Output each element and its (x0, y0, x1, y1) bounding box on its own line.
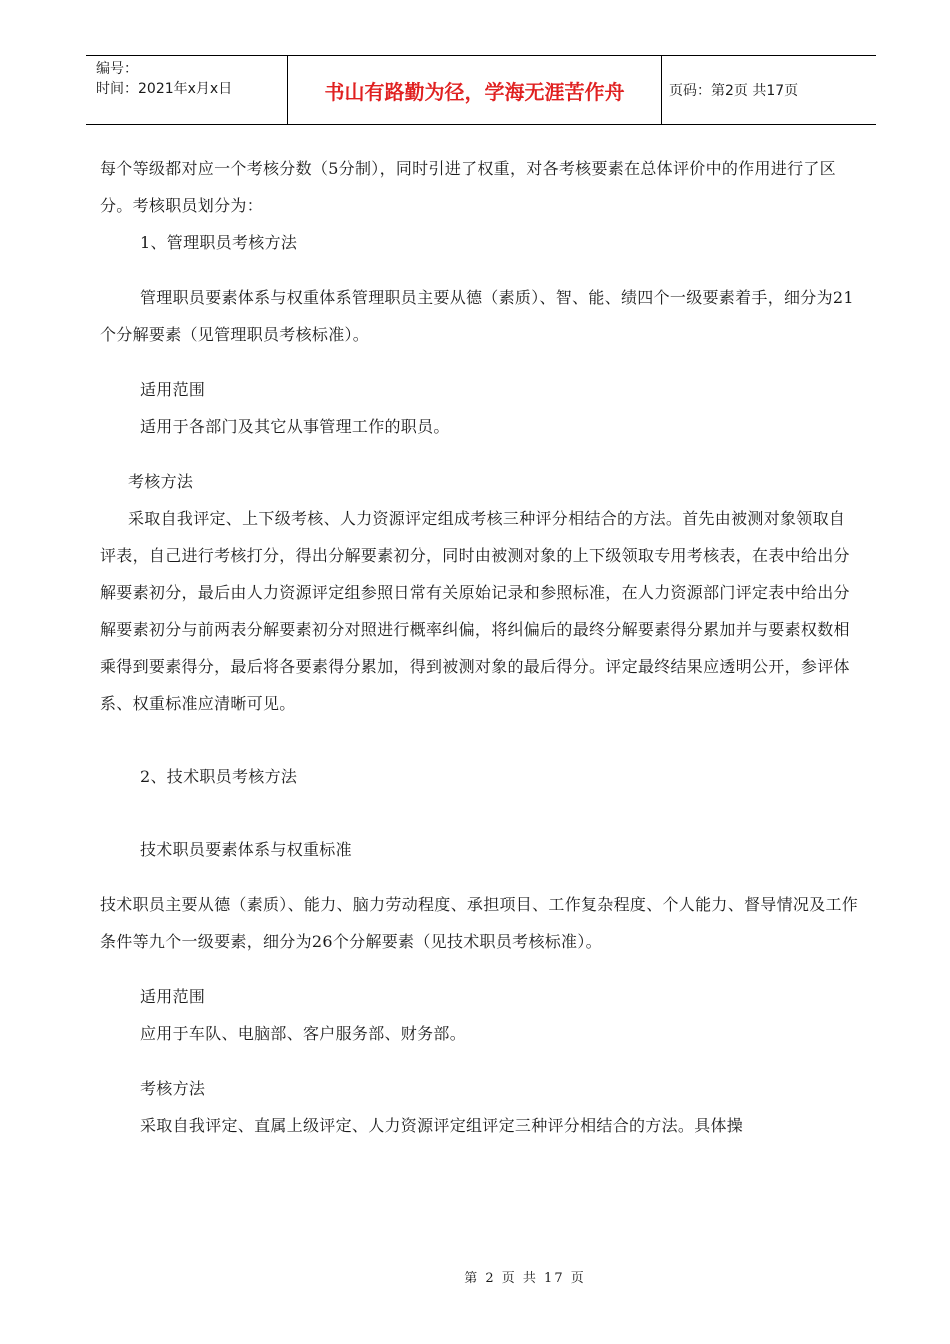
paragraph: 每个等级都对应一个考核分数（5分制），同时引进了权重，对各考核要素在总体评价中的作用进行了区分。考核职员划分为： (100, 159, 836, 215)
subheading-method: 考核方法 (140, 1079, 206, 1098)
paragraph: 采取自我评定、直属上级评定、人力资源评定组评定三种评分相结合的方法。具体操 (140, 1116, 744, 1135)
section-heading-management: 1、管理职员考核方法 (140, 233, 298, 252)
subheading-scope: 适用范围 (140, 380, 206, 399)
subheading-method: 考核方法 (128, 472, 194, 491)
document-body (100, 150, 860, 1144)
header-meta (96, 59, 232, 99)
paragraph: 管理职员要素体系与权重体系管理职员主要从德（素质）、智、能、绩四个一级要素着手，细分为21个分解要素（见管理职员考核标准）。 (100, 288, 854, 344)
subheading-standard: 技术职员要素体系与权重标准 (140, 840, 352, 859)
paragraph: 应用于车队、电脑部、客户服务部、财务部。 (140, 1024, 467, 1043)
section-heading-technical: 2、技术职员考核方法 (140, 767, 298, 786)
document-header (86, 55, 876, 125)
paragraph: 适用于各部门及其它从事管理工作的职员。 (140, 417, 450, 436)
paragraph: 技术职员主要从德（素质）、能力、脑力劳动程度、承担项目、工作复杂程度、个人能力、督导情况及工作条件等九个一级要素，细分为26个分解要素（见技术职员考核标准）。 (100, 895, 859, 951)
page-footer (0, 1267, 950, 1286)
header-page-indicator: 页码：第2页 共17页 (669, 83, 799, 99)
doc-number-label: 编号： (96, 61, 138, 77)
paragraph: 采取自我评定、上下级考核、人力资源评定组成考核三种评分相结合的方法。首先由被测对象领取自评表，自己进行考核打分，得出分解要素初分，同时由被测对象的上下级领取专用考核表，在表中给出分解要素初分，最后由人力资源评定组参照日常有关原始记录和参照标准，在人力资源部门评定表中给出分解要素初分与前两表分解要素初分对照进行概率纠偏，将纠偏后的最终分解要素得分累加并与要素权数相乘得到要素得分，最后将各要素得分累加，得到被测对象的最后得分。评定最终结果应透明公开，参评体系、权重标准应清晰可见。 (100, 509, 850, 713)
doc-time-label: 时间：2021年x月x日 (96, 81, 233, 97)
header-divider (661, 56, 662, 124)
subheading-scope: 适用范围 (140, 987, 206, 1006)
footer-page-number: 第 2 页 共 17 页 (464, 1271, 586, 1286)
header-motto: 书山有路勤为径，学海无涯苦作舟 (324, 79, 625, 104)
